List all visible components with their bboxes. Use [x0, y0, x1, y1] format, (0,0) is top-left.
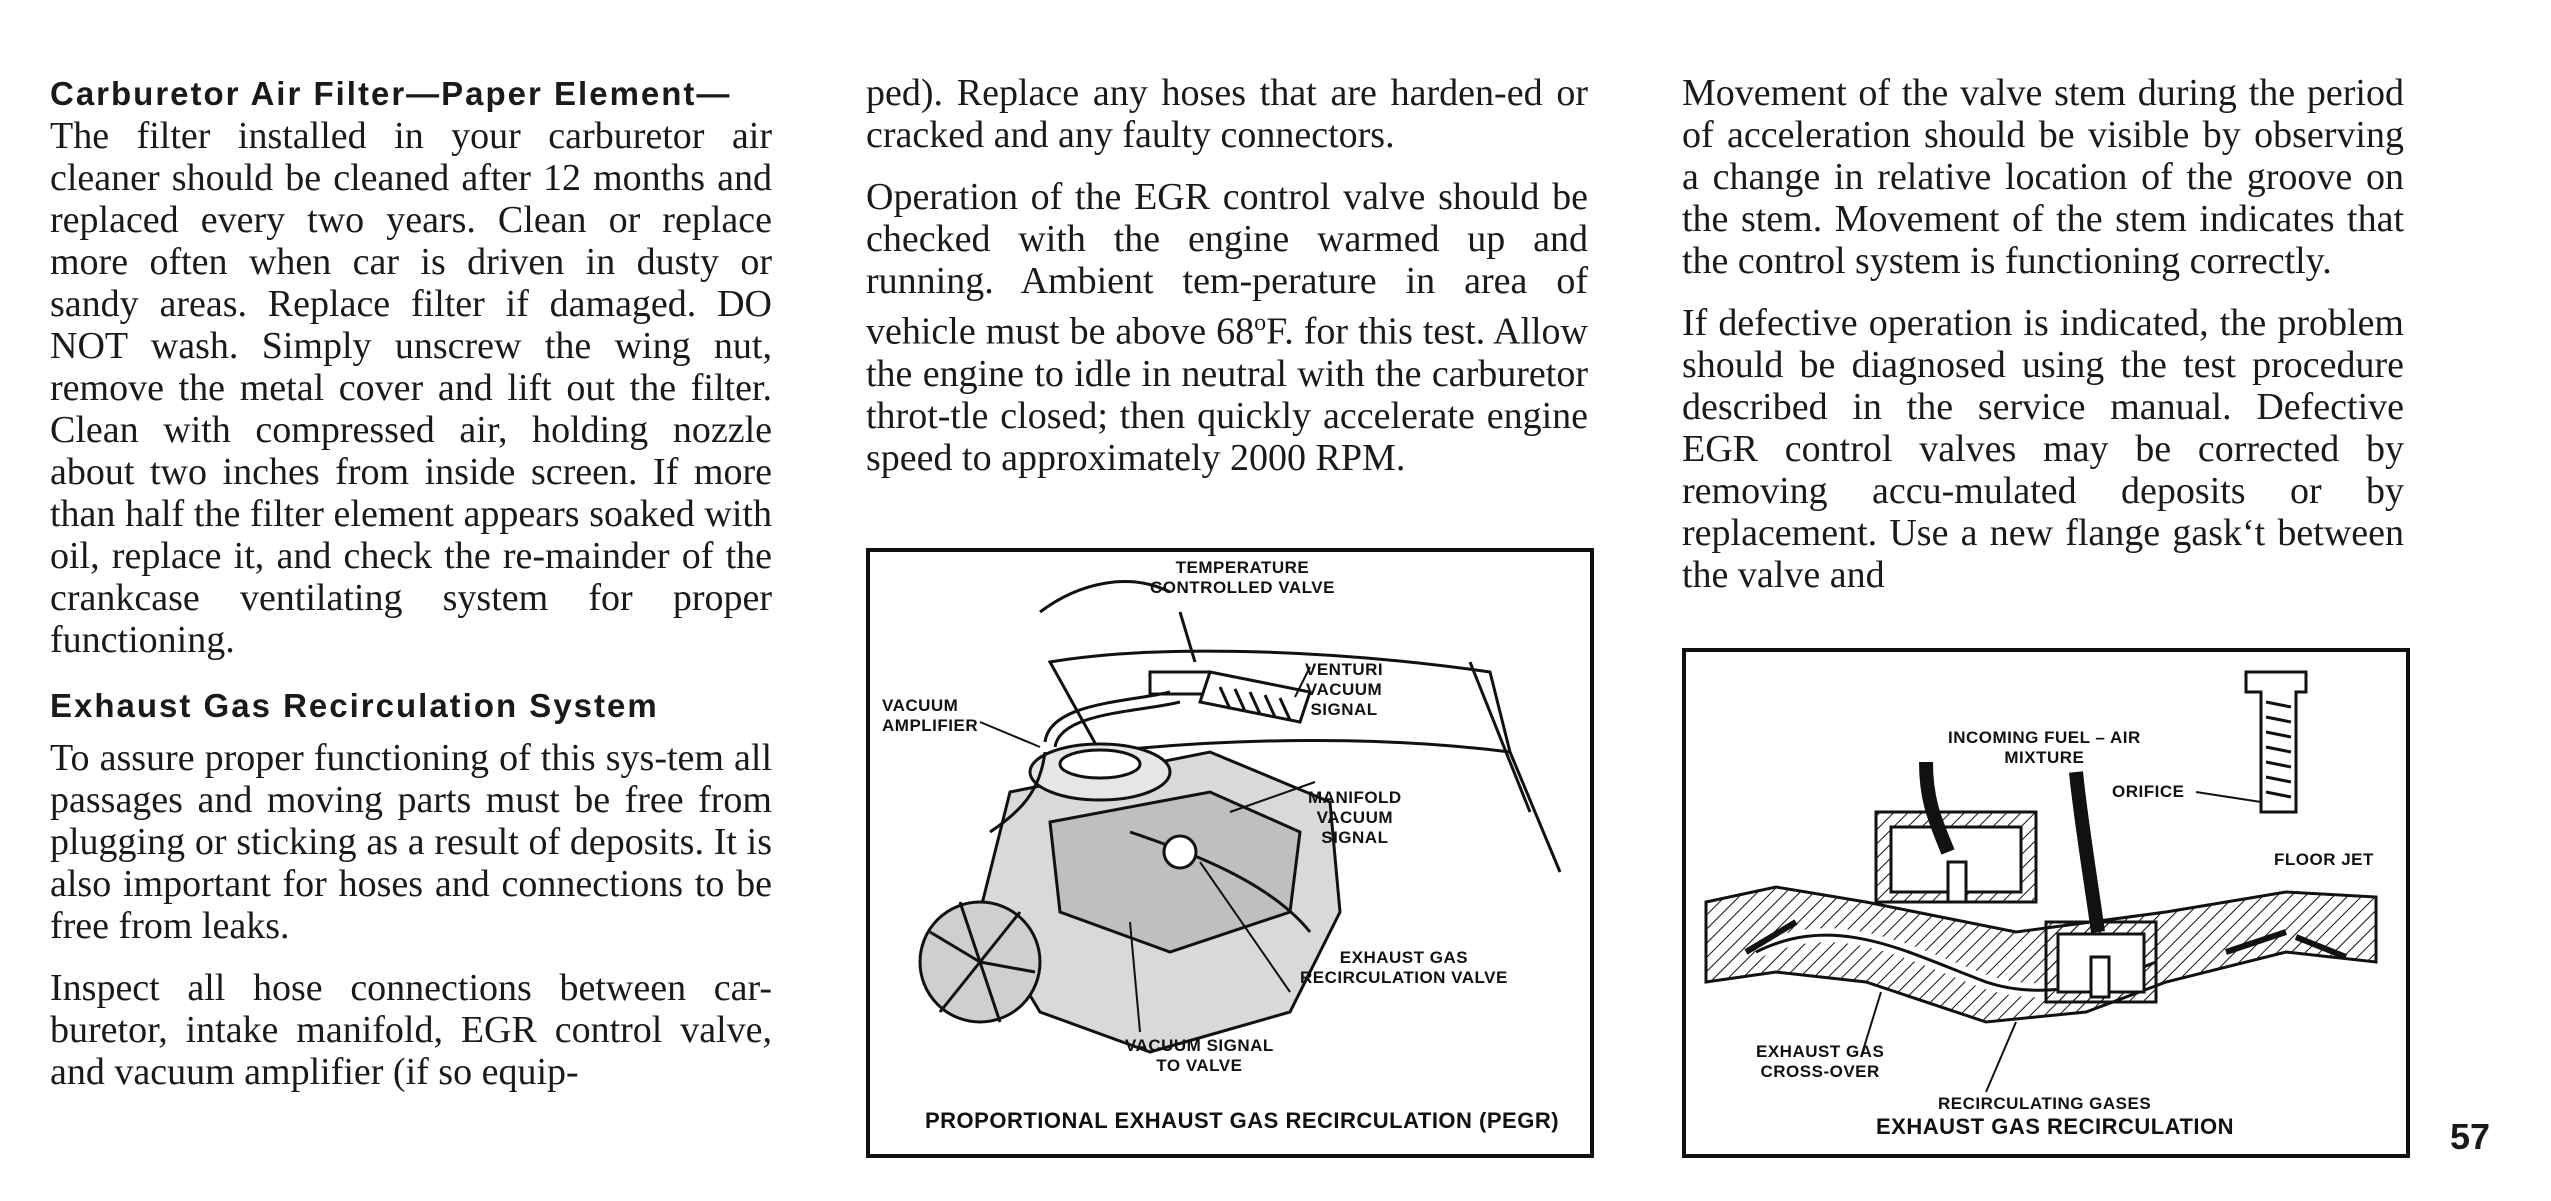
hose-inspection-paragraph: Inspect all hose connections between car-buretor, intake manifold, EGR control valve, and vacuum amplifier (if so equip-	[50, 967, 772, 1093]
pegr-diagram	[866, 548, 1594, 1158]
air-filter-heading: Carburetor Air Filter—Paper Element—	[50, 75, 732, 112]
egr-diagram	[1682, 648, 2410, 1158]
egr-operation-text-b: F. for this test. Allow the engine to idle in neutral with the carburetor throt-tle closed; then quickly accelerate engine speed to approximately 2000 RPM.	[866, 310, 1588, 479]
page-number: 57	[2450, 1116, 2491, 1157]
text-column-left	[50, 72, 772, 1113]
crossover-label: EXHAUST GAS CROSS-OVER	[1756, 1042, 1885, 1081]
vacuum-amplifier-label: VACUUM AMPLIFIER	[882, 696, 979, 735]
fuel-air-label: INCOMING FUEL – AIR MIXTURE	[1948, 728, 2141, 767]
hose-replace-paragraph: ped). Replace any hoses that are harden-ed or cracked and any faulty connectors.	[866, 72, 1588, 156]
text-column-middle	[866, 72, 1588, 499]
floor-jet-label: FLOOR JET	[2274, 850, 2374, 869]
air-filter-text: The filter installed in your carburetor air cleaner should be cleaned after 12 months and replaced every two years. Clean or replace more often when car is driven in dusty or sandy areas. Replace filter if damaged. DO NOT wash. Simply unscrew the wing nut, remove the metal cover and lift out the filter. Clean with compressed air, holding nozzle about two inches from inside screen. If more than half the filter element appears soaked with oil, replace it, and check the re-mainder of the crankcase ventilating system for proper functioning.	[50, 115, 772, 661]
egr-valve-label: EXHAUST GAS RECIRCULATION VALVE	[1300, 948, 1508, 987]
egr-operation-paragraph	[866, 176, 1588, 479]
recirculating-gases-label: RECIRCULATING GASES	[1938, 1094, 2152, 1113]
egr-caption: EXHAUST GAS RECIRCULATION	[1876, 1114, 2234, 1139]
egr-operation-text-a: Operation of the EGR control valve should be checked with the engine warmed up and running. Ambient tem-perature in area of vehicle must be above 68	[866, 176, 1588, 353]
venturi-signal-label: VENTURI VACUUM SIGNAL	[1305, 660, 1384, 719]
egr-passages-paragraph: To assure proper functioning of this sys-tem all passages and moving parts must be free from plugging or sticking as a result of deposits. It is also important for hoses and connections to be free from leaks.	[50, 737, 772, 947]
valve-stem-paragraph: Movement of the valve stem during the period of acceleration should be visible by observing a change in relative location of the groove on the stem. Movement of the stem indicates that the control system is functioning correctly.	[1682, 72, 2404, 282]
text-column-right	[1682, 72, 2404, 616]
defective-operation-paragraph: If defective operation is indicated, the problem should be diagnosed using the test procedure described in the service manual. Defective EGR control valves may be corrected by removing accu-mulated deposits or by replacement. Use a new flange gaskʻt between the valve and	[1682, 302, 2404, 596]
degree-superscript: o	[1254, 310, 1267, 336]
temperature-valve-label: TEMPERATURE CONTROLLED VALVE	[1150, 558, 1335, 597]
air-filter-paragraph	[50, 72, 772, 661]
orifice-label: ORIFICE	[2112, 782, 2185, 801]
egr-system-heading: Exhaust Gas Recirculation System	[50, 687, 659, 724]
manifold-signal-label: MANIFOLD VACUUM SIGNAL	[1308, 788, 1402, 847]
pegr-caption: PROPORTIONAL EXHAUST GAS RECIRCULATION (PEGR)	[925, 1108, 1560, 1133]
vacuum-to-valve-label: VACUUM SIGNAL TO VALVE	[1125, 1036, 1274, 1075]
